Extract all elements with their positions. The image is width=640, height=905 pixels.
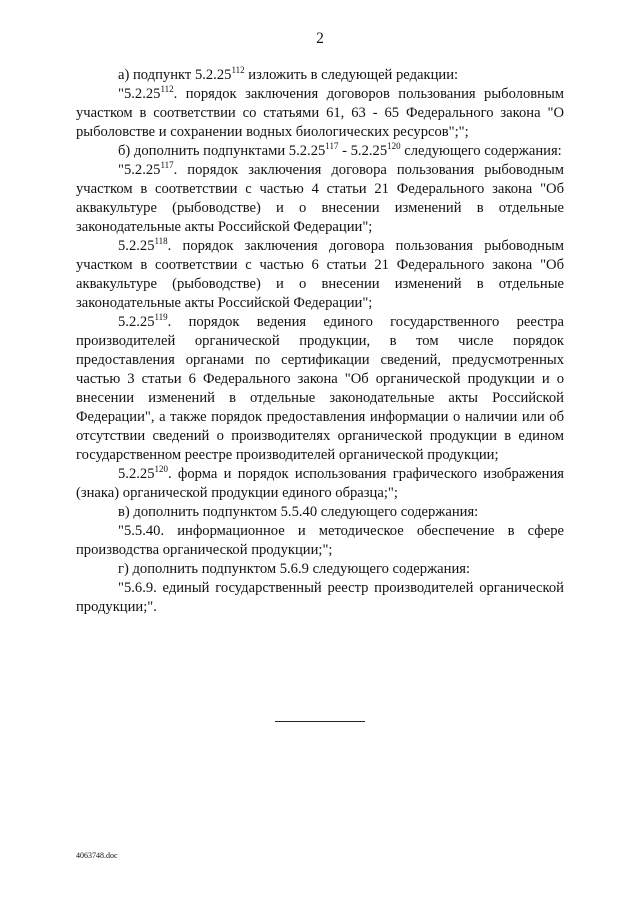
paragraph-g-1: г) дополнить подпунктом 5.6.9 следующего содержания: [118, 561, 471, 577]
paragraph-b-3: 5.2.25$^{118}$. порядок заключения договора пользования рыбоводным участком в соответствии с частью 6 статьи 21 Федерального закона "Об аквакультуре (рыбоводстве) и о внесении изменений в отдельные законодательные акты Российской Федерации"; [76, 236, 564, 311]
paragraph-v-1: в) дополнить подпунктом 5.5.40 следующего содержания: [118, 504, 479, 520]
paragraph-g-2: "5.6.9. единый государственный реестр производителей органической продукции;". [76, 580, 564, 615]
document-body [76, 66, 564, 617]
paragraph-a-1: а) подпункт 5.2.25$^{112}$ изложить в следующей редакции: [118, 65, 459, 83]
closing-divider-line [275, 721, 365, 722]
paragraph-a-2: "5.2.25$^{112}$. порядок заключения договоров пользования рыболовным участком в соответствии со статьями 61, 63 - 65 Федерального закона "О рыболовстве и сохранении водных биологических ресурсов";"; [76, 84, 564, 140]
paragraph-b-2: "5.2.25$^{117}$. порядок заключения договора пользования рыбоводным участком в соответствии с частью 4 статьи 21 Федерального закона "Об аквакультуре (рыбоводстве) и о внесении изменений в отдельные законодательные акты Российской Федерации"; [76, 160, 564, 235]
document-file-code: 4063748.doc [76, 851, 118, 860]
paragraph-b-5: 5.2.25$^{120}$. форма и порядок использования графического изображения (знака) органической продукции единого образца;"; [76, 464, 564, 501]
page-number: 2 [316, 30, 324, 47]
paragraph-b-4: 5.2.25$^{119}$. порядок ведения единого государственного реестра производителей органической продукции, в том числе порядок предоставления органами по сертификации сведений, предусмотренных частью 3 статьи 6 Федерального закона "Об органической продукции и о внесении изменений в отдельные законодательные акты Российской Федерации", а также порядок предоставления информации о наличии или об отсутствии сведений о производителях органической продукции в едином государственном реестре производителей органической продукции; [76, 312, 564, 463]
paragraph-b-1: б) дополнить подпунктами 5.2.25$^{117}$ - 5.2.25$^{120}$ следующего содержания: [118, 141, 562, 159]
paragraph-v-2: "5.5.40. информационное и методическое обеспечение в сфере производства органической продукции;"; [76, 523, 564, 558]
